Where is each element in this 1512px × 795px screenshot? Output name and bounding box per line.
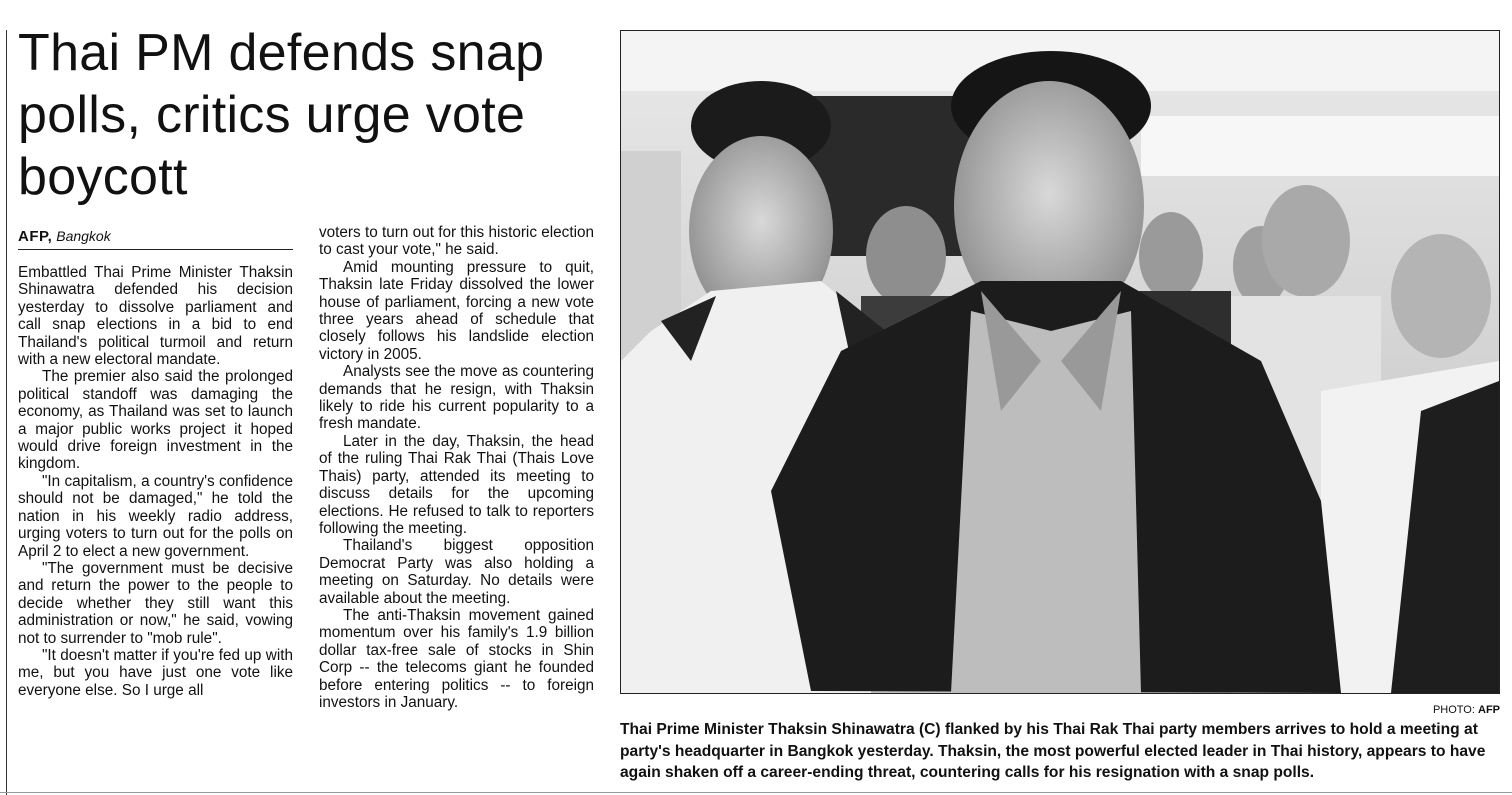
paragraph: The premier also said the prolonged political standoff was damaging the economy, as Thailand was set to launch a major public works project it hoped would drive foreign investment in the kingdom. bbox=[18, 368, 293, 473]
photo-credit-label: PHOTO: bbox=[1432, 704, 1475, 716]
photo-credit-source: AFP bbox=[1478, 704, 1500, 716]
article-column-1 bbox=[18, 264, 293, 699]
paragraph: "In capitalism, a country's confidence should not be damaged," he told the nation in his weekly radio address, urging voters to turn out for the polls on April 2 to elect a new government. bbox=[18, 472, 293, 560]
photo-credit bbox=[1433, 704, 1500, 716]
column-rule bbox=[6, 30, 7, 795]
byline bbox=[18, 227, 293, 250]
article-column-2 bbox=[319, 224, 594, 711]
bottom-rule bbox=[0, 792, 1512, 793]
paragraph: "It doesn't matter if you're fed up with me, but you have just one vote like everyone else. So I urge all bbox=[18, 646, 293, 699]
photo-caption: Thai Prime Minister Thaksin Shinawatra (C) flanked by his Thai Rak Thai party members arrives to hold a meeting at party's headquarter in Bangkok yesterday. Thaksin, the most powerful elected leader in Thai history, appears to have again shaken off a career-ending threat, countering calls for his resignation with a snap polls. bbox=[620, 721, 1486, 781]
paragraph: The anti-Thaksin movement gained momentum over his family's 1.9 billion dollar tax-free sale of stocks in Shin Corp -- the telecoms giant he founded before entering politics -- to foreign investors in January. bbox=[319, 606, 594, 711]
paragraph: Later in the day, Thaksin, the head of the ruling Thai Rak Thai (Thais Love Thais) party, attended its meeting to discuss details for the upcoming elections. He refused to talk to reporters following the meeting. bbox=[319, 432, 594, 537]
paragraph: Analysts see the move as countering demands that he resign, with Thaksin likely to ride his current popularity to a fresh mandate. bbox=[319, 363, 594, 433]
byline-agency: AFP, bbox=[18, 228, 53, 245]
paragraph-continuation: voters to turn out for this historic election to cast your vote," he said. bbox=[319, 224, 594, 259]
byline-place: Bangkok bbox=[56, 228, 111, 244]
paragraph: Embattled Thai Prime Minister Thaksin Shinawatra defended his decision yesterday to dissolve parliament and call snap elections in a bid to end Thailand's political turmoil and return with a new electoral mandate. bbox=[18, 264, 293, 369]
headline: Thai PM defends snap polls, critics urge vote boycott bbox=[18, 24, 545, 206]
paragraph: Amid mounting pressure to quit, Thaksin late Friday dissolved the lower house of parliament, forcing a new vote three years ahead of schedule that closely follows his landslide election victory in 2005. bbox=[319, 258, 594, 363]
news-photo bbox=[620, 30, 1500, 694]
paragraph: Thailand's biggest opposition Democrat Party was also holding a meeting on Saturday. No details were available about the meeting. bbox=[319, 537, 594, 607]
paragraph: "The government must be decisive and return the power to the people to decide whether they still want this administration or now," he said, vowing not to surrender to "mob rule". bbox=[18, 559, 293, 647]
